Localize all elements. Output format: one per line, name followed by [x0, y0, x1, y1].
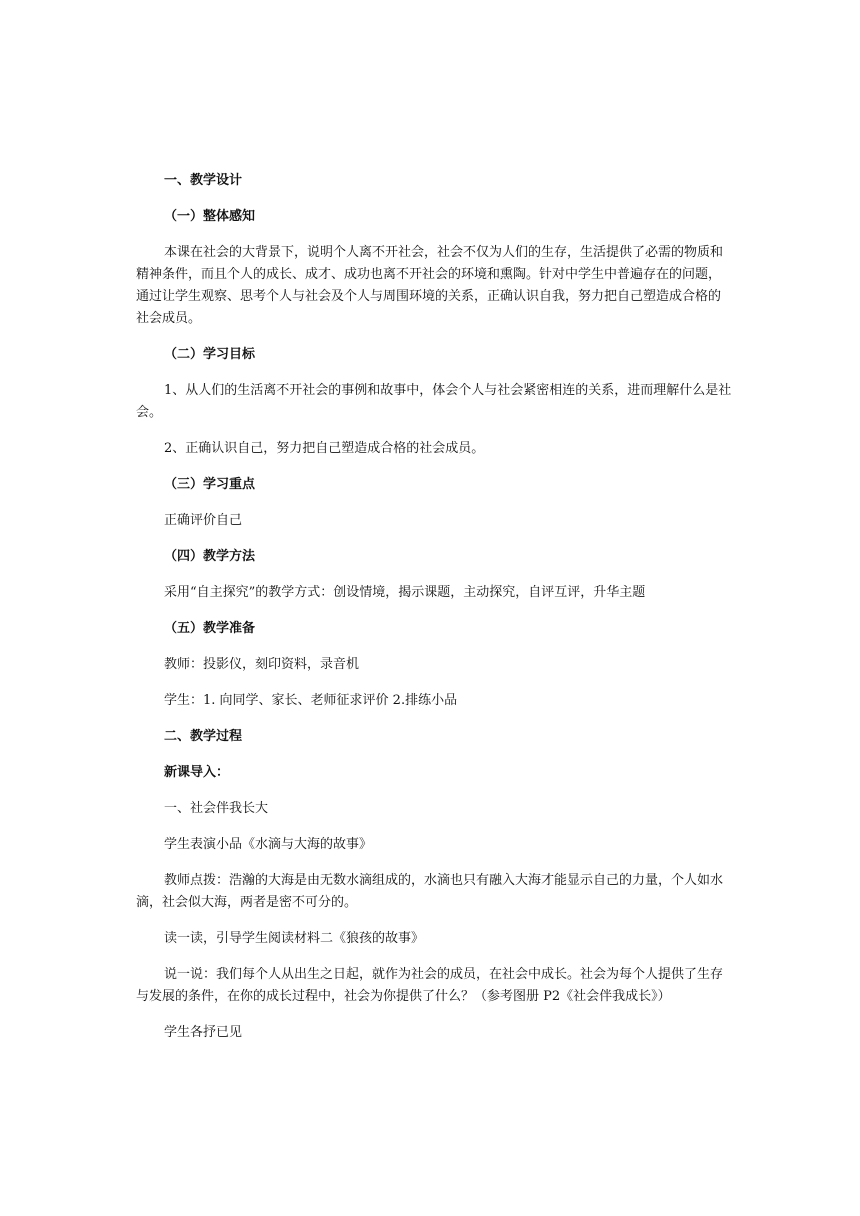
paragraph-discussion: 说一说：我们每个人从出生之日起，就作为社会的成员，在社会中成长。社会为每个人提供了生存与发展的条件，在你的成长过程中，社会为你提供了什么？（参考图册 P2《社会伴我成长》）: [136, 967, 724, 1004]
learning-goal-1: 1、从人们的生活离不开社会的事例和故事中，体会个人与社会紧密相连的关系，进而理解什么是社会。: [136, 383, 732, 420]
paragraph-student-opinions: 学生各抒已见: [164, 1025, 243, 1040]
learning-goal-2: 2、正确认识自己，努力把自己塑造成合格的社会成员。: [164, 441, 485, 456]
paragraph-teaching-method: 采用“自主探究”的教学方式：创设情境，揭示课题，主动探究，自评互评，升华主题: [164, 585, 646, 600]
paragraph-overall-perception: 本课在社会的大背景下，说明个人离不开社会，社会不仅为人们的生存，生活提供了必需的物质和精神条件，而且个人的成长、成才、成功也离不开社会的环境和熏陶。针对中学生中普遍存在的问题，通过让学生观察、思考个人与社会及个人与周围环境的关系，正确认识自我，努力把自己塑造成合格的社会成员。: [136, 245, 724, 326]
section-heading-teaching-design: 一、教学设计: [164, 173, 243, 188]
paragraph-student-prep: 学生：1. 向同学、家长、老师征求评价 2.排练小品: [164, 693, 458, 708]
paragraph-teacher-guidance: 教师点拨：浩瀚的大海是由无数水滴组成的，水滴也只有融入大海才能显示自己的力量，个人如水滴，社会似大海，两者是密不可分的。: [136, 873, 724, 910]
paragraph-key-points: 正确评价自己: [164, 513, 243, 528]
subsection-heading-lesson-intro: 新课导入：: [164, 765, 230, 780]
paragraph-skit: 学生表演小品《水滴与大海的故事》: [164, 837, 373, 852]
paragraph-society-grows-with-me: 一、社会伴我长大: [164, 801, 269, 816]
paragraph-teacher-prep: 教师：投影仪，刻印资料，录音机: [164, 657, 360, 672]
document-content: [136, 170, 732, 1044]
paragraph-reading: 读一读，引导学生阅读材料二《狼孩的故事》: [164, 931, 425, 946]
subsection-heading-teaching-method: （四）教学方法: [164, 549, 256, 564]
section-heading-teaching-process: 二、教学过程: [164, 729, 243, 744]
subsection-heading-learning-goals: （二）学习目标: [164, 347, 256, 362]
subsection-heading-preparation: （五）教学准备: [164, 621, 256, 636]
subsection-heading-overall-perception: （一）整体感知: [164, 209, 256, 224]
subsection-heading-key-points: （三）学习重点: [164, 477, 256, 492]
